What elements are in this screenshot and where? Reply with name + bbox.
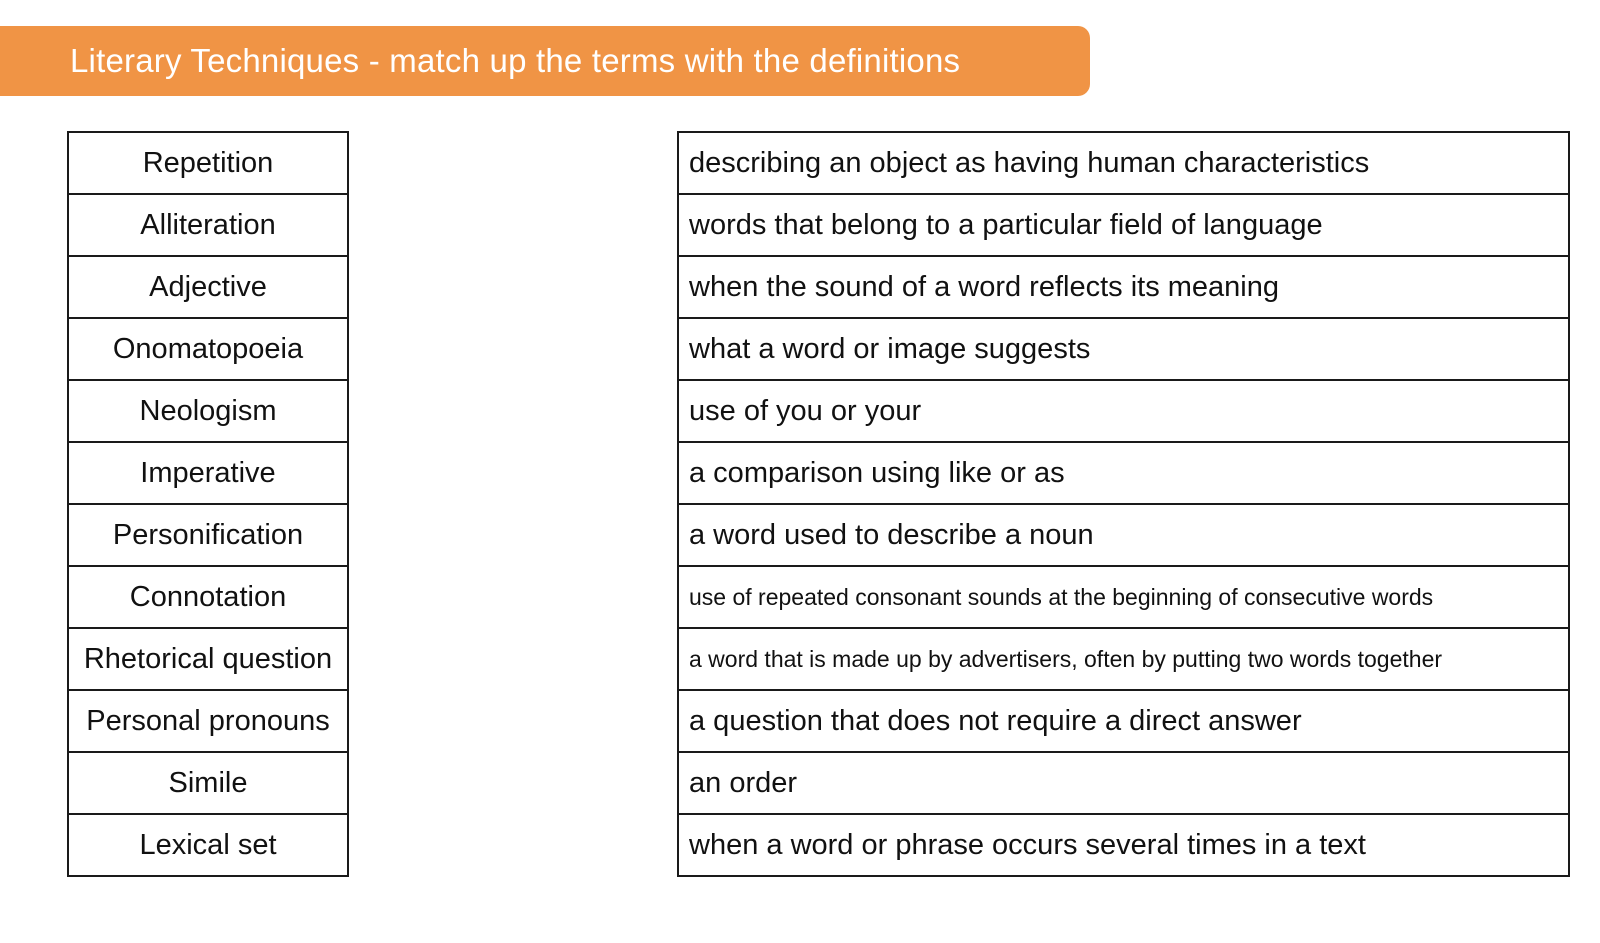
definition-row	[678, 256, 1569, 318]
definition-row	[678, 132, 1569, 194]
definition-row	[678, 380, 1569, 442]
term-row	[68, 504, 348, 566]
term-cell: Imperative	[68, 442, 348, 504]
definition-row	[678, 628, 1569, 690]
definition-cell: use of repeated consonant sounds at the beginning of consecutive words	[678, 566, 1569, 628]
term-cell: Adjective	[68, 256, 348, 318]
term-cell: Simile	[68, 752, 348, 814]
definition-row	[678, 194, 1569, 256]
definition-row	[678, 566, 1569, 628]
definitions-table	[677, 131, 1570, 877]
definition-row	[678, 442, 1569, 504]
term-row	[68, 690, 348, 752]
definition-cell: a word that is made up by advertisers, often by putting two words together	[678, 628, 1569, 690]
term-cell: Alliteration	[68, 194, 348, 256]
terms-table	[67, 131, 349, 877]
definition-cell: use of you or your	[678, 380, 1569, 442]
term-cell: Lexical set	[68, 814, 348, 876]
term-row	[68, 380, 348, 442]
term-cell: Connotation	[68, 566, 348, 628]
term-row	[68, 442, 348, 504]
term-row	[68, 318, 348, 380]
term-cell: Personal pronouns	[68, 690, 348, 752]
term-row	[68, 194, 348, 256]
term-row	[68, 256, 348, 318]
term-cell: Repetition	[68, 132, 348, 194]
definition-row	[678, 504, 1569, 566]
definition-row	[678, 318, 1569, 380]
definition-cell: what a word or image suggests	[678, 318, 1569, 380]
definition-cell: an order	[678, 752, 1569, 814]
page-title: Literary Techniques - match up the terms with the definitions	[70, 42, 961, 79]
term-row	[68, 566, 348, 628]
definition-cell: a question that does not require a direct answer	[678, 690, 1569, 752]
definition-row	[678, 690, 1569, 752]
definition-cell: a comparison using like or as	[678, 442, 1569, 504]
term-cell: Neologism	[68, 380, 348, 442]
term-row	[68, 628, 348, 690]
term-cell: Personification	[68, 504, 348, 566]
definition-cell: words that belong to a particular field of language	[678, 194, 1569, 256]
term-row	[68, 752, 348, 814]
term-cell: Rhetorical question	[68, 628, 348, 690]
term-row	[68, 132, 348, 194]
definition-cell: describing an object as having human characteristics	[678, 132, 1569, 194]
term-row	[68, 814, 348, 876]
definition-cell: a word used to describe a noun	[678, 504, 1569, 566]
definition-cell: when a word or phrase occurs several times in a text	[678, 814, 1569, 876]
title-banner	[0, 26, 1090, 96]
definition-row	[678, 814, 1569, 876]
definition-row	[678, 752, 1569, 814]
definition-cell: when the sound of a word reflects its meaning	[678, 256, 1569, 318]
term-cell: Onomatopoeia	[68, 318, 348, 380]
